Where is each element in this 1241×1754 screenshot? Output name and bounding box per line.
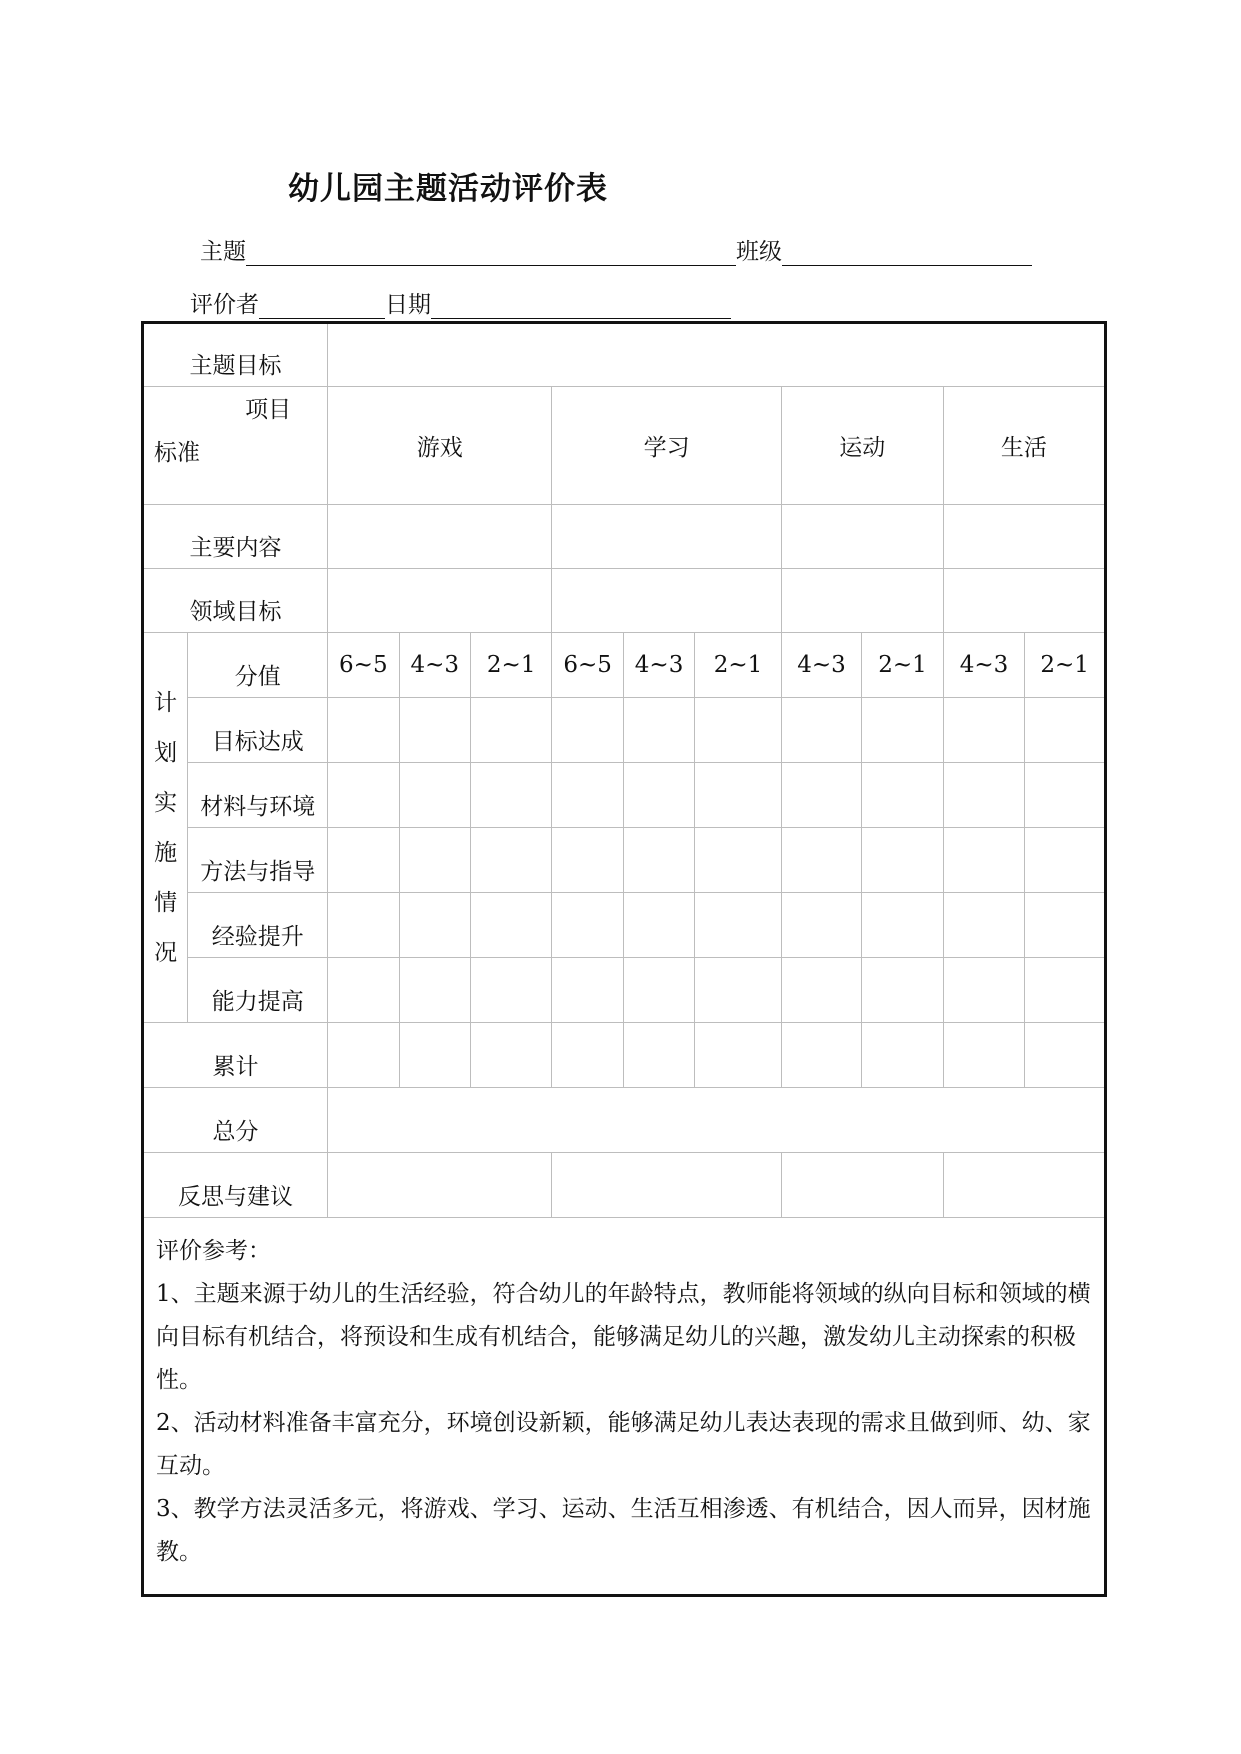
score-cell[interactable] [552,828,623,893]
score-cell[interactable] [1025,763,1106,828]
cumulative-cell[interactable] [695,1023,782,1088]
score-cell[interactable] [470,763,551,828]
domain-goal-game[interactable] [328,569,552,633]
score-cell[interactable] [695,958,782,1023]
score-cell[interactable] [623,763,694,828]
score-cell[interactable] [695,763,782,828]
evaluator-date-line [190,286,731,319]
criterion-label: 经验提升 [188,893,328,958]
notes-heading: 评价参考： [156,1238,271,1264]
evaluator-field[interactable] [259,294,385,319]
evaluation-table [141,321,1107,1597]
page-title: 幼儿园主题活动评价表 [288,171,608,207]
class-field[interactable] [782,241,1032,266]
score-cell[interactable] [781,958,861,1023]
reflection-game[interactable] [328,1153,552,1218]
plan-char: 计 [154,689,178,716]
score-header: 2~1 [1025,633,1106,698]
score-cell[interactable] [470,828,551,893]
standard-label: 标准 [154,440,200,466]
score-cell[interactable] [470,958,551,1023]
cumulative-cell[interactable] [328,1023,399,1088]
score-cell[interactable] [862,763,943,828]
score-cell[interactable] [623,958,694,1023]
score-cell[interactable] [862,698,943,763]
score-cell[interactable] [1025,893,1106,958]
domain-goal-label: 领域目标 [143,569,328,633]
score-header: 2~1 [862,633,943,698]
cumulative-cell[interactable] [399,1023,470,1088]
score-cell[interactable] [328,698,399,763]
score-cell[interactable] [862,893,943,958]
main-content-row [143,505,1106,569]
domain-goal-life[interactable] [943,569,1105,633]
main-content-game[interactable] [328,505,552,569]
note-item: 3、教学方法灵活多元，将游戏、学习、运动、生活互相渗透、有机结合，因人而异，因材施教。 [156,1496,1091,1565]
plan-char: 施 [154,839,178,866]
score-cell[interactable] [623,828,694,893]
cumulative-cell[interactable] [781,1023,861,1088]
cumulative-cell[interactable] [1025,1023,1106,1088]
main-content-life[interactable] [943,505,1105,569]
score-cell[interactable] [552,698,623,763]
score-cell[interactable] [399,763,470,828]
reflection-sport[interactable] [781,1153,943,1218]
theme-goal-row [143,323,1106,387]
criterion-row [143,763,1106,828]
criterion-row [143,828,1106,893]
score-cell[interactable] [862,958,943,1023]
score-header: 6~5 [328,633,399,698]
category-header-row [143,387,1106,505]
score-cell[interactable] [328,893,399,958]
score-cell[interactable] [552,763,623,828]
cumulative-row [143,1023,1106,1088]
score-header: 4~3 [399,633,470,698]
score-cell[interactable] [781,828,861,893]
score-cell[interactable] [328,958,399,1023]
domain-goal-study[interactable] [552,569,781,633]
plan-char: 划 [154,739,178,766]
notes-row [143,1218,1106,1596]
score-cell[interactable] [1025,828,1106,893]
score-header: 2~1 [695,633,782,698]
domain-goal-sport[interactable] [781,569,943,633]
score-cell[interactable] [623,893,694,958]
score-cell[interactable] [943,958,1024,1023]
item-label: 项目 [245,397,292,423]
score-cell[interactable] [623,698,694,763]
theme-label: 主题 [200,239,246,265]
cumulative-cell[interactable] [943,1023,1024,1088]
score-cell[interactable] [552,958,623,1023]
total-cell[interactable] [328,1088,1106,1153]
score-cell[interactable] [781,698,861,763]
theme-goal-cell[interactable] [328,323,1106,387]
class-label: 班级 [736,239,782,265]
score-cell[interactable] [943,763,1024,828]
score-cell[interactable] [470,893,551,958]
criterion-label: 能力提高 [188,958,328,1023]
score-header: 4~3 [623,633,694,698]
plan-char: 况 [154,939,178,966]
criterion-row [143,893,1106,958]
score-header: 6~5 [552,633,623,698]
score-cell[interactable] [695,828,782,893]
plan-char: 情 [154,889,178,916]
note-item: 1、主题来源于幼儿的生活经验，符合幼儿的年龄特点，教师能将领域的纵向目标和领域的横向目标有机结合，将预设和生成有机结合，能够满足幼儿的兴趣，激发幼儿主动探索的积极性。 [156,1281,1091,1393]
category-sport: 运动 [781,387,943,505]
notes-cell [143,1218,1106,1596]
main-content-label: 主要内容 [143,505,328,569]
score-cell[interactable] [781,893,861,958]
score-row [143,633,1106,698]
score-cell[interactable] [328,763,399,828]
theme-class-line [200,233,1032,266]
criterion-row [143,958,1106,1023]
criterion-row [143,698,1106,763]
theme-goal-label: 主题目标 [143,323,328,387]
category-study: 学习 [552,387,781,505]
evaluator-label: 评价者 [190,292,259,318]
criterion-label: 材料与环境 [188,763,328,828]
diagonal-header-cell [143,387,328,505]
score-cell[interactable] [943,828,1024,893]
theme-field[interactable] [246,241,736,266]
date-label: 日期 [385,292,431,318]
score-header: 2~1 [470,633,551,698]
plan-char: 实 [154,789,178,816]
category-life: 生活 [943,387,1105,505]
score-cell[interactable] [399,893,470,958]
criterion-label: 方法与指导 [188,828,328,893]
cumulative-label: 累计 [143,1023,328,1088]
score-cell[interactable] [862,828,943,893]
reflection-row [143,1153,1106,1218]
score-label: 分值 [188,633,328,698]
domain-goal-row [143,569,1106,633]
total-row [143,1088,1106,1153]
cumulative-cell[interactable] [623,1023,694,1088]
reflection-life[interactable] [943,1153,1105,1218]
score-header: 4~3 [943,633,1024,698]
score-cell[interactable] [328,828,399,893]
note-item: 2、活动材料准备丰富充分，环境创设新颖，能够满足幼儿表达表现的需求且做到师、幼、家互动。 [156,1410,1091,1479]
score-cell[interactable] [399,958,470,1023]
score-cell[interactable] [695,893,782,958]
score-cell[interactable] [943,893,1024,958]
score-cell[interactable] [470,698,551,763]
reflection-label: 反思与建议 [143,1153,328,1218]
cumulative-cell[interactable] [470,1023,551,1088]
criterion-label: 目标达成 [188,698,328,763]
score-cell[interactable] [943,698,1024,763]
main-content-sport[interactable] [781,505,943,569]
date-field[interactable] [431,294,731,319]
category-game: 游戏 [328,387,552,505]
score-cell[interactable] [695,698,782,763]
cumulative-cell[interactable] [862,1023,943,1088]
cumulative-cell[interactable] [552,1023,623,1088]
score-cell[interactable] [781,763,861,828]
main-content-study[interactable] [552,505,781,569]
score-cell[interactable] [1025,958,1106,1023]
score-cell[interactable] [399,828,470,893]
total-label: 总分 [143,1088,328,1153]
plan-implementation-label [143,633,188,1023]
score-cell[interactable] [399,698,470,763]
reflection-study[interactable] [552,1153,781,1218]
score-cell[interactable] [552,893,623,958]
score-cell[interactable] [1025,698,1106,763]
score-header: 4~3 [781,633,861,698]
